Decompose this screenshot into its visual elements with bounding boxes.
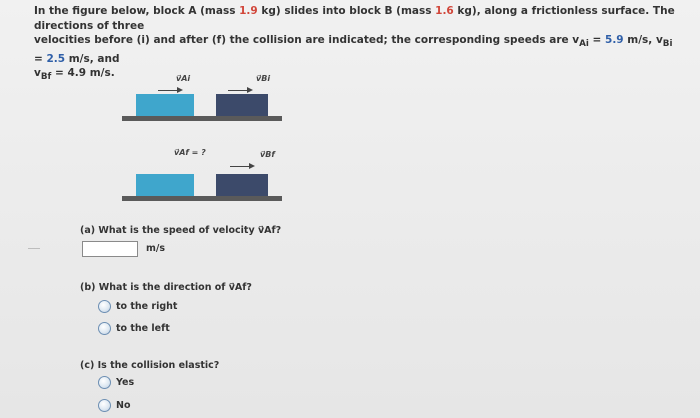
surface-before (122, 116, 282, 121)
speed-unit-label: m/s (146, 243, 166, 254)
velocity-bf-label: v⃗Bf (260, 150, 275, 159)
problem-text: m/s, v (623, 34, 663, 46)
problem-text: kg), along a frictionless surface. The directions of three (34, 5, 675, 32)
problem-text: m/s, and (65, 52, 120, 65)
option-no[interactable]: No (116, 400, 131, 411)
collision-figure (118, 66, 288, 216)
mass-a-value: 1.9 (239, 5, 258, 17)
option-to-the-left[interactable]: to the left (116, 323, 170, 334)
option-to-the-right[interactable]: to the right (116, 301, 178, 312)
radio-no[interactable] (98, 399, 111, 412)
speed-answer-input[interactable] (82, 241, 138, 257)
question-b: (b) What is the direction of v⃗Af? (80, 282, 252, 293)
block-b-before (216, 94, 268, 116)
velocity-ai-arrow (158, 90, 180, 91)
subscript: Ai (579, 39, 589, 50)
problem-text: = (588, 34, 606, 46)
radio-to-the-right[interactable] (98, 300, 111, 313)
subscript: Bf (40, 72, 52, 83)
block-b-after (216, 174, 268, 196)
velocity-bi-label: v⃗Bi (256, 74, 271, 83)
question-c: (c) Is the collision elastic? (80, 360, 220, 371)
block-a-after (136, 174, 194, 196)
problem-text: velocities before (i) and after (f) the collision are indicated; the corresponding speeds are v (34, 34, 580, 46)
velocity-bi-arrow (228, 90, 250, 91)
radio-yes[interactable] (98, 376, 111, 389)
subscript: Bi (662, 39, 673, 50)
option-yes[interactable]: Yes (116, 377, 135, 388)
velocity-af-label: v⃗Af = ? (174, 148, 206, 157)
problem-text: = (34, 52, 47, 65)
question-a: (a) What is the speed of velocity v⃗Af? (80, 225, 282, 236)
problem-text: In the figure below, block A (mass (34, 5, 240, 17)
velocity-ai-label: v⃗Ai (176, 74, 191, 83)
v-bi-value: 2.5 (46, 52, 66, 65)
block-a-before (136, 94, 194, 116)
v-ai-value: 5.9 (605, 34, 624, 46)
velocity-bf-arrow (230, 166, 252, 167)
surface-after (122, 196, 282, 201)
problem-text: = 4.9 m/s. (51, 67, 115, 80)
mass-b-value: 1.6 (435, 5, 454, 17)
problem-text: v (34, 67, 41, 80)
problem-text: kg) slides into block B (mass (257, 5, 436, 17)
radio-to-the-left[interactable] (98, 322, 111, 335)
divider (28, 248, 40, 249)
